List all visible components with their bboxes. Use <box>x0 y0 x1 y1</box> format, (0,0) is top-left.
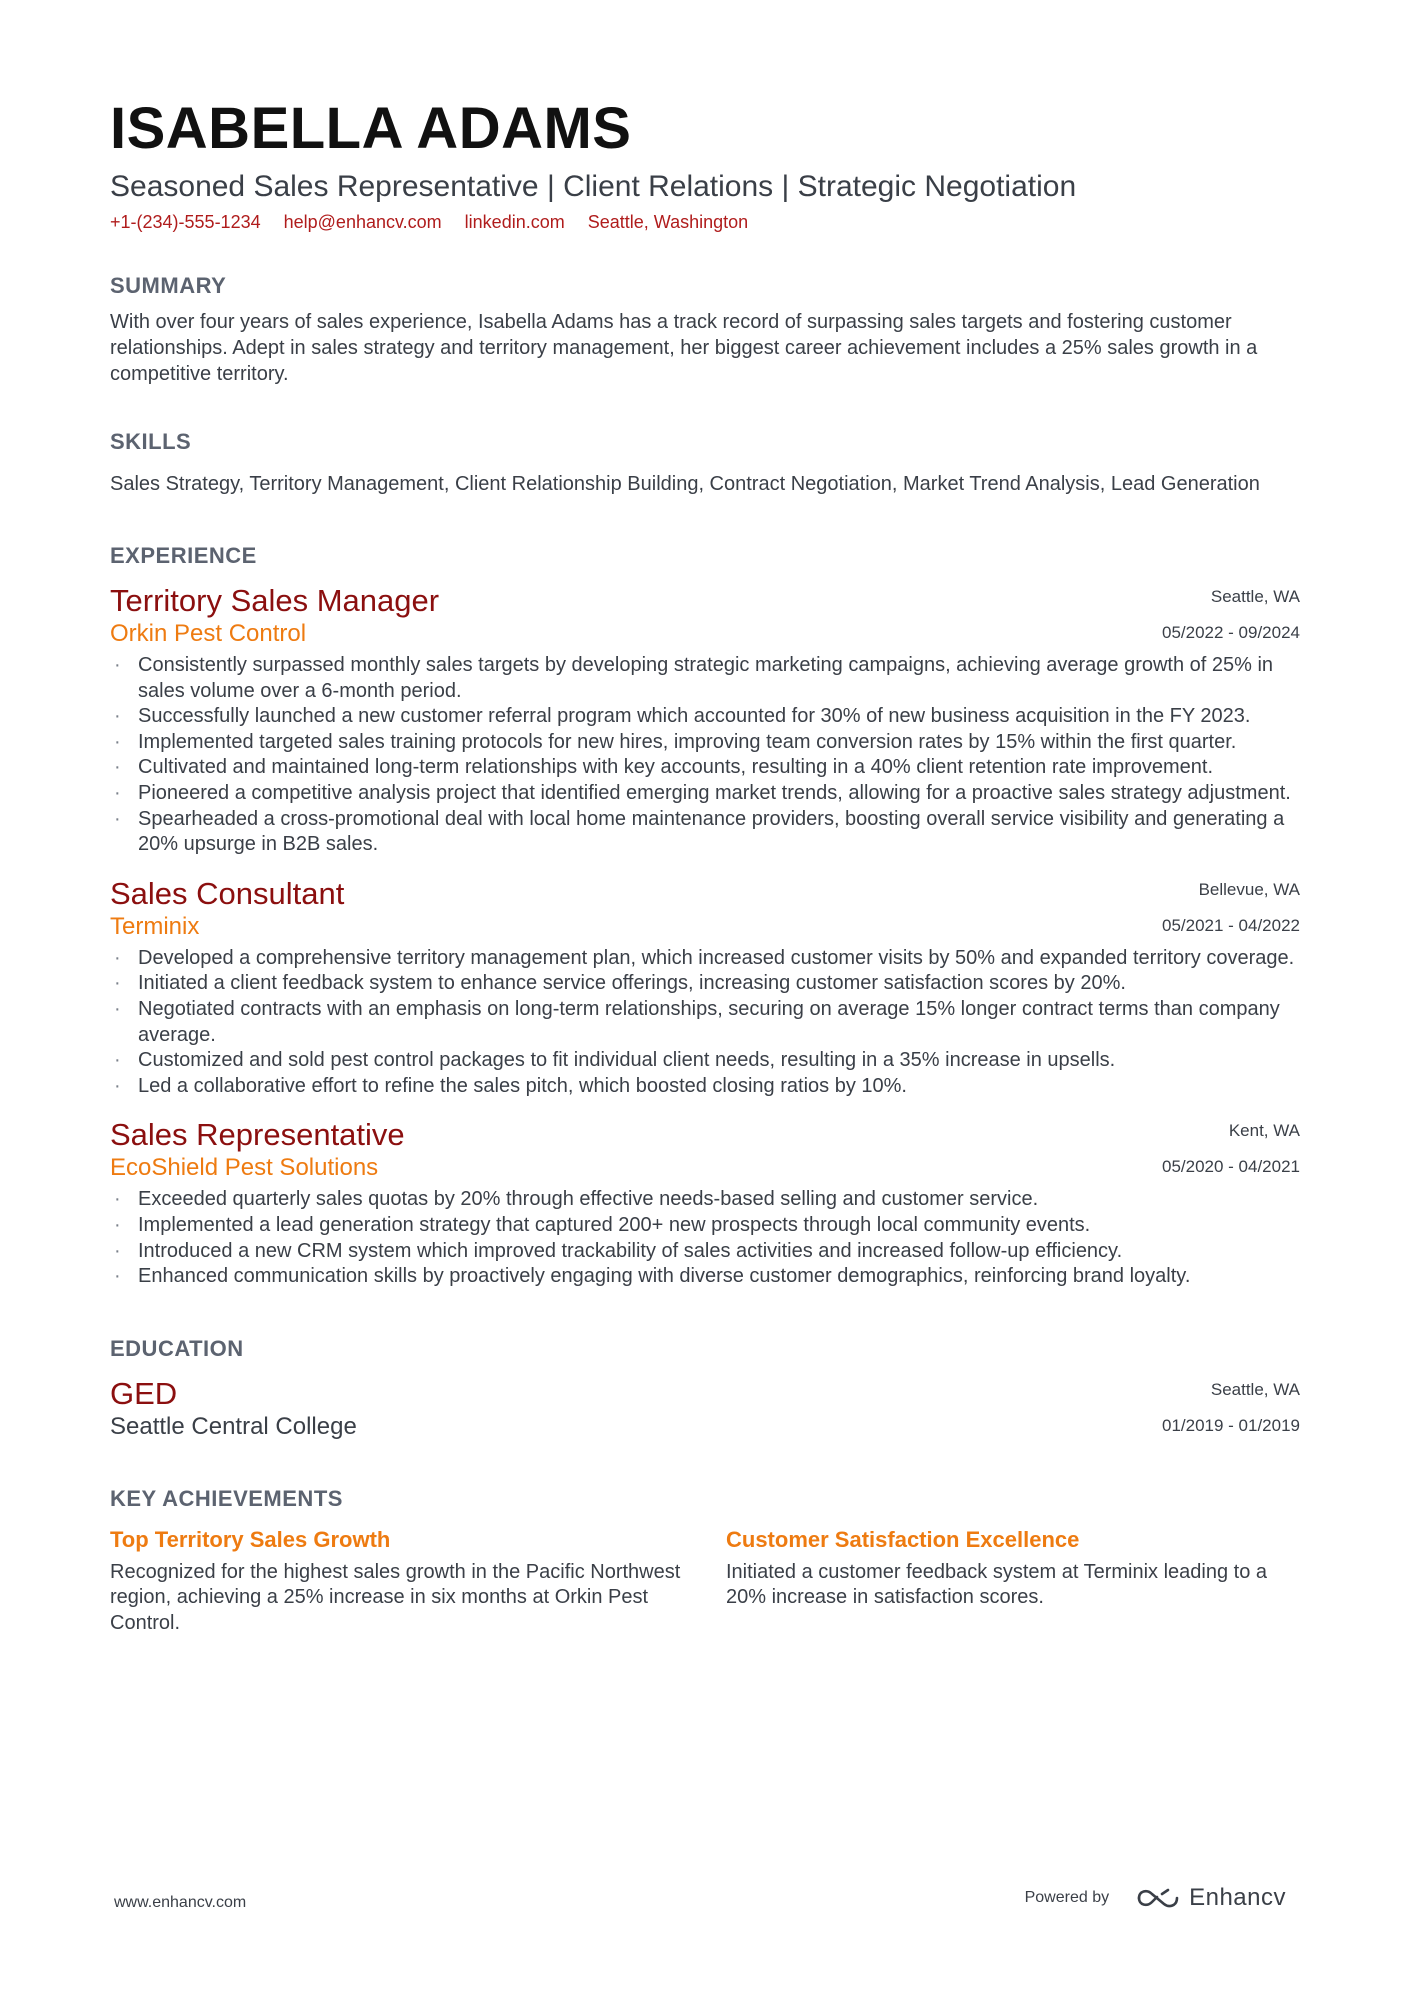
job-location: Bellevue, WA <box>1198 879 1300 899</box>
enhancv-logo[interactable] <box>1135 1884 1286 1912</box>
achievements-section <box>110 1486 1300 1637</box>
job-entry <box>110 876 1300 1100</box>
job-bullet: · Implemented targeted sales training protocols for new hires, improving team conversion rates by 15% within the first quarter. <box>110 730 1300 756</box>
contact-linkedin[interactable]: linkedin.com <box>464 212 565 232</box>
job-bullet: · Consistently surpassed monthly sales targets by developing strategic marketing campaigns, achieving average growth of 25% in sales volume over a 6-month period. <box>110 653 1300 704</box>
section-title-experience: EXPERIENCE <box>110 543 257 568</box>
achievement-item <box>110 1526 684 1637</box>
achievements-grid <box>110 1526 1300 1637</box>
job-dates: 05/2022 - 09/2024 <box>1161 623 1300 642</box>
job-bullet: · Spearheaded a cross-promotional deal with local home maintenance providers, boosting overall service visibility and generating a 20% upsurge in B2B sales. <box>110 807 1300 858</box>
job-bullets <box>110 946 1300 1100</box>
education-dates: 01/2019 - 01/2019 <box>1161 1415 1300 1435</box>
job-company: Terminix <box>110 912 200 940</box>
contact-email[interactable]: help@enhancv.com <box>283 212 442 232</box>
job-bullet: · Initiated a client feedback system to enhance service offerings, increasing customer satisfaction scores by 20%. <box>110 971 1300 997</box>
achievement-item <box>726 1526 1300 1637</box>
job-bullet: · Exceeded quarterly sales quotas by 20% through effective needs-based selling and customer service. <box>110 1187 1300 1213</box>
education-school: Seattle Central College <box>110 1412 357 1440</box>
page-footer <box>110 1880 1300 1920</box>
experience-section <box>110 543 1300 1290</box>
enhancv-logo-icon <box>1135 1885 1181 1911</box>
achievement-title: Top Territory Sales Growth <box>110 1526 391 1552</box>
footer-url[interactable]: www.enhancv.com <box>114 1894 247 1911</box>
section-title-achievements: KEY ACHIEVEMENTS <box>110 1485 343 1511</box>
resume-header <box>110 96 1300 233</box>
job-title: Sales Representative <box>110 1117 405 1153</box>
job-location: Seattle, WA <box>1210 587 1300 606</box>
job-bullets <box>110 1187 1300 1289</box>
contact-location: Seattle, Washington <box>587 212 749 232</box>
education-entry <box>110 1376 1300 1442</box>
footer-branding <box>1025 1884 1286 1912</box>
contact-phone[interactable]: +1-(234)-555-1234 <box>110 212 261 232</box>
job-bullet: · Led a collaborative effort to refine the sales pitch, which boosted closing ratios by 10%. <box>110 1074 1300 1100</box>
candidate-headline: Seasoned Sales Representative | Client Relations | Strategic Negotiation <box>110 170 1077 203</box>
job-bullet: · Enhanced communication skills by proactively engaging with diverse customer demographics, reinforcing brand loyalty. <box>110 1264 1300 1290</box>
enhancv-logo-text: Enhancv <box>1189 1884 1286 1911</box>
job-bullet: · Customized and sold pest control packages to fit individual client needs, resulting in a 35% increase in upsells. <box>110 1048 1300 1074</box>
education-degree: GED <box>110 1375 178 1411</box>
candidate-name: ISABELLA ADAMS <box>110 96 632 161</box>
job-entry <box>110 1117 1300 1289</box>
job-bullet: · Developed a comprehensive territory management plan, which increased customer visits by 50% and expanded territory coverage. <box>110 946 1300 972</box>
job-company: Orkin Pest Control <box>110 620 307 647</box>
section-title-education: EDUCATION <box>110 1335 244 1361</box>
job-bullet: · Implemented a lead generation strategy that captured 200+ new prospects through local community events. <box>110 1213 1300 1239</box>
job-bullet: · Introduced a new CRM system which improved trackability of sales activities and increased follow-up efficiency. <box>110 1239 1300 1265</box>
job-dates: 05/2020 - 04/2021 <box>1161 1157 1300 1177</box>
achievement-description: Initiated a customer feedback system at Terminix leading to a 20% increase in satisfaction scores. <box>726 1560 1268 1609</box>
job-location: Kent, WA <box>1228 1121 1300 1141</box>
job-bullet: · Pioneered a competitive analysis project that identified emerging market trends, allowing for a proactive sales strategy adjustment. <box>110 781 1300 807</box>
skills-text: Sales Strategy, Territory Management, Client Relationship Building, Contract Negotiation, Market Trend Analysis, Lead Generation <box>110 473 1260 495</box>
contact-info <box>110 212 1300 233</box>
achievement-description: Recognized for the highest sales growth in the Pacific Northwest region, achieving a 25% increase in six months at Orkin Pest Control. <box>110 1560 681 1634</box>
achievement-title: Customer Satisfaction Excellence <box>726 1526 1080 1552</box>
job-title: Sales Consultant <box>110 875 345 911</box>
summary-section <box>110 273 1300 387</box>
section-title-skills: SKILLS <box>110 429 192 454</box>
education-section <box>110 1336 1300 1442</box>
skills-section <box>110 429 1300 497</box>
powered-by-label: Powered by <box>1024 1889 1110 1906</box>
summary-text: With over four years of sales experience, Isabella Adams has a track record of surpassing sales targets and fostering customer relationships. Adept in sales strategy and territory management, her biggest career achievement includes a 25% sales growth in a competitive territory. <box>110 311 1258 385</box>
education-location: Seattle, WA <box>1210 1379 1300 1399</box>
section-title-summary: SUMMARY <box>110 273 227 298</box>
job-company: EcoShield Pest Solutions <box>110 1154 379 1182</box>
job-dates: 05/2021 - 04/2022 <box>1161 915 1300 935</box>
job-bullet: · Negotiated contracts with an emphasis on long-term relationships, securing on average 15% longer contract terms than company average. <box>110 997 1300 1048</box>
job-entry <box>110 583 1300 858</box>
job-title: Territory Sales Manager <box>110 583 440 618</box>
job-bullets <box>110 653 1300 858</box>
job-bullet: · Successfully launched a new customer referral program which accounted for 30% of new business acquisition in the FY 2023. <box>110 704 1300 730</box>
job-bullet: · Cultivated and maintained long-term relationships with key accounts, resulting in a 40% client retention rate improvement. <box>110 755 1300 781</box>
